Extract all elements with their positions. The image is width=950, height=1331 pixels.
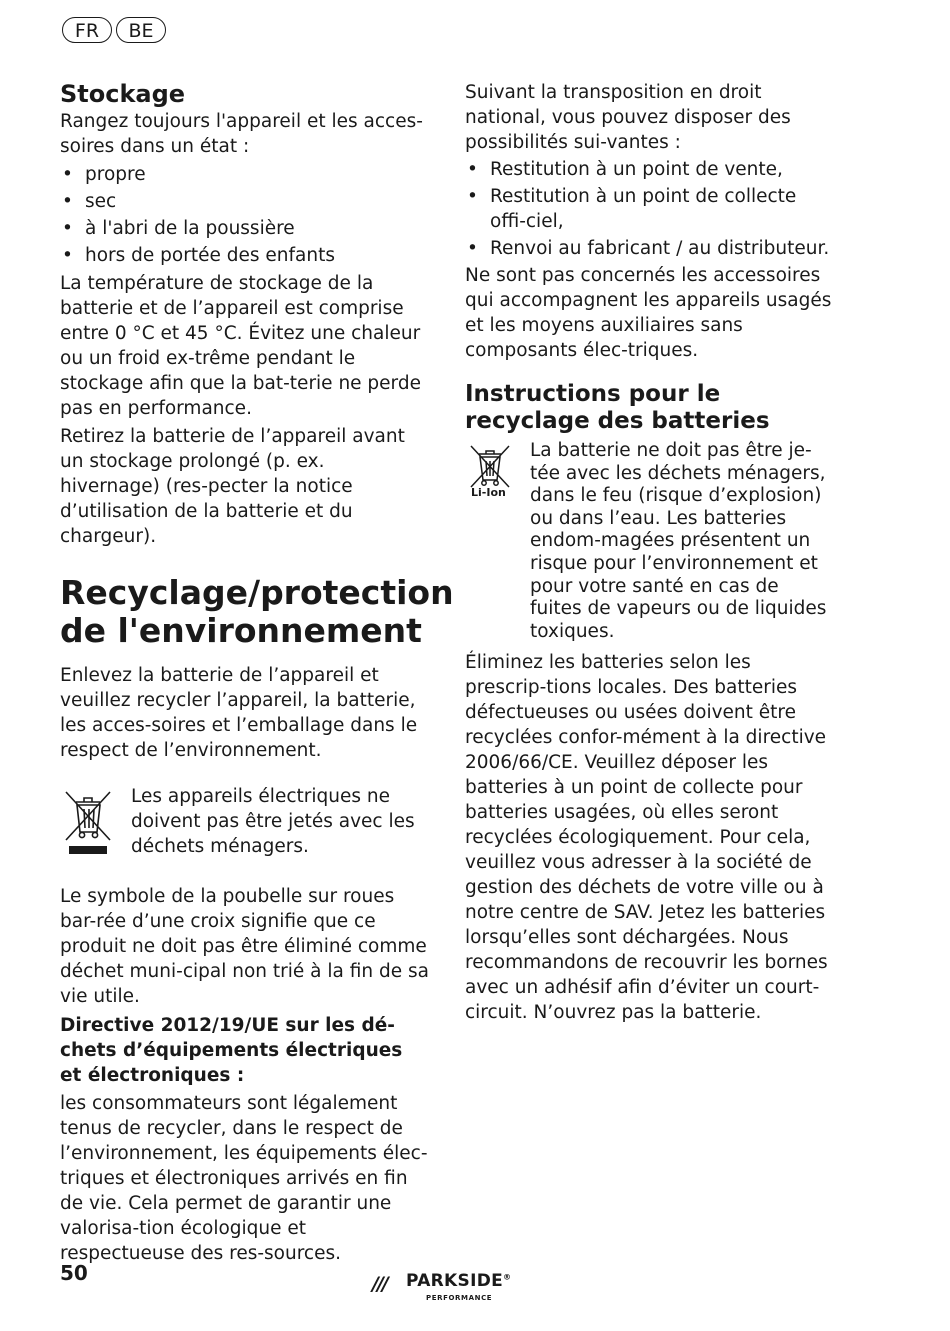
recycling-intro: Enlevez la batterie de l’appareil et veuillez recycler l’appareil, la batterie, les acces-soires et l’emballage dans le respect de l’environnement. — [60, 665, 418, 761]
recycling-heading: Recyclage/protection de l'environnement — [60, 573, 454, 650]
crossed-wheelie-bin-icon — [60, 788, 116, 858]
battery-disposal-paragraph: Éliminez les batteries selon les prescrip-tions locales. Des batteries défectueuses ou usées doivent être recyclées confor-mément à la directive 2006/66/CE. Veuillez déposer les batteries à un point de collecte pour batteries usagées, où elles seront recyclées écologiquement. Pour cela, veuillez vous adresser à la société de gestion des déchets de votre ville ou à notre centre de SAV. Jetez les batteries lorsqu’elles sont déchargées. Nous recommandons de recouvrir les bornes avec un adhésif afin d’éviter un court-circuit. N’ouvrez pas la batterie. — [465, 652, 828, 1024]
list-item: • propre — [60, 161, 430, 188]
stockage-list — [60, 161, 430, 269]
crossed-wheelie-bin-icon — [467, 443, 513, 491]
page-number: 50 — [60, 1261, 88, 1285]
logo-name-text: PARKSIDE — [406, 1271, 504, 1291]
list-item: • à l'abri de la poussière — [60, 215, 430, 242]
directive-heading: Directive 2012/19/UE sur les dé-chets d’équipements électriques et électroniques : — [60, 1015, 403, 1086]
stockage-temperature-paragraph: La température de stockage de la batterie et de l’appareil est comprise entre 0 °C et 45 °C. Évitez une chaleur ou un froid ex-trême pendant le stockage afin que la bat-terie ne perde pas en performance. — [60, 273, 421, 419]
weee-notice — [60, 788, 430, 859]
weee-text: Les appareils électriques ne doivent pas être jetés avec les déchets ménagers. — [131, 786, 415, 857]
logo-registered-mark: ® — [503, 1272, 512, 1282]
battery-warning-block — [465, 440, 835, 643]
disposal-options-list — [465, 157, 835, 261]
list-item: • Renvoi au fabricant / au distributeur. — [465, 236, 835, 261]
list-item: • Restitution à un point de collecte offi-ciel, — [465, 184, 835, 234]
battery-recycling-heading: Instructions pour le recyclage des batteries — [465, 381, 770, 434]
logo-subtitle: PERFORMANCE — [426, 1294, 493, 1302]
parkside-logo — [372, 1270, 522, 1304]
li-ion-label: Li-Ion — [471, 486, 506, 499]
directive-paragraph: les consommateurs sont légalement tenus de recycler, dans le respect de l’environnement, les équipements élec-triques et électroniques arrivés en fin de vie. Cela permet de garantir une valorisa-tion écologique et respectueuse des res-sources. — [60, 1093, 428, 1264]
bin-symbol-paragraph: Le symbole de la poubelle sur roues bar-rée d’une croix signifie que ce produit ne doit pas être éliminé comme déchet muni-cipal non trié à la fin de sa vie utile. — [60, 886, 429, 1007]
logo-name — [406, 1271, 511, 1291]
logo-slashes: /// — [372, 1273, 387, 1295]
list-item: • Restitution à un point de vente, — [465, 157, 835, 182]
battery-warning-text: La batterie ne doit pas être je-tée avec les déchets ménagers, dans le feu (risque d’explosion) ou dans l’eau. Les batteries endom-magées présentent un risque pour l’environnement et pour votre santé en cas de fuites de vapeurs ou de liquides toxiques. — [530, 440, 827, 642]
list-item: • sec — [60, 188, 430, 215]
stockage-heading: Stockage — [60, 80, 186, 108]
li-ion-bin-icon-group — [465, 443, 519, 513]
language-badge-fr: FR — [62, 17, 112, 43]
right-column — [465, 80, 835, 1025]
transposition-paragraph: Suivant la transposition en droit national, vous pouvez disposer des possibilités sui-vantes : — [465, 82, 791, 153]
not-concerned-paragraph: Ne sont pas concernés les accessoires qui accompagnent les appareils usagés et les moyens auxiliaires sans composants élec-triques. — [465, 265, 832, 361]
list-item: • hors de portée des enfants — [60, 242, 430, 269]
language-badge-be: BE — [116, 17, 166, 43]
stockage-intro: Rangez toujours l'appareil et les acces-soires dans un état : — [60, 111, 423, 157]
left-column — [60, 80, 454, 1266]
stockage-removal-paragraph: Retirez la batterie de l’appareil avant un stockage prolongé (p. ex. hivernage) (res-pecter la notice d’utilisation de la batterie et du chargeur). — [60, 426, 405, 547]
